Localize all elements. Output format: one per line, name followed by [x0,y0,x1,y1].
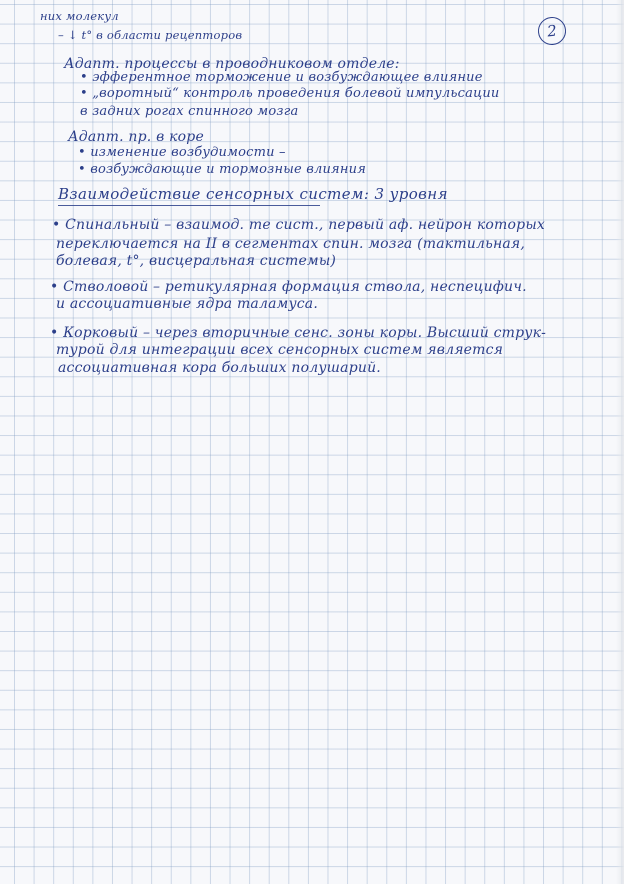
page-edge-shadow [616,0,624,884]
spinal-level-line-3: болевая, t°, висцеральная системы) [56,253,337,269]
adapt-conductor-bullet-2-line-2: в задних рогах спинного мозга [80,104,299,119]
cortical-level-line-1: • Корковый – через вторичные сенс. зоны коры. Высший струк- [50,325,547,341]
spinal-level-line-1: • Спинальный – взаимод. те сист., первый аф. нейрон которых [52,217,546,233]
page-number: 2 [537,16,568,47]
top-note-line-2: – ↓ t° в области рецепторов [58,28,243,42]
adapt-conductor-bullet-2-line-1: • „воротный“ контроль проведения болевой импульсации [80,86,500,101]
top-note-line-1: них молекул [40,9,119,23]
adapt-conductor-heading: Адапт. процессы в проводниковом отделе: [64,56,400,72]
adapt-conductor-bullet-1: • эфферентное торможение и возбуждающее влияние [80,70,483,85]
stem-level-line-2: и ассоциативные ядра таламуса. [56,296,319,312]
adapt-cortex-bullet-2: • возбуждающие и тормозные влияния [78,162,367,177]
adapt-cortex-heading: Адапт. пр. в коре [68,129,204,145]
spinal-level-line-2: переключается на II в сегментах спин. мозга (тактильная, [56,236,526,252]
cortical-level-line-2: турой для интеграции всех сенсорных систем является [56,342,504,358]
interaction-heading: Взаимодействие сенсорных систем: 3 уровня [58,185,448,203]
stem-level-line-1: • Стволовой – ретикулярная формация ствола, неспецифич. [50,279,527,295]
interaction-heading-underline [58,205,320,206]
cortical-level-line-3: ассоциативная кора больших полушарий. [58,360,381,376]
adapt-cortex-bullet-1: • изменение возбудимости – [78,145,286,160]
